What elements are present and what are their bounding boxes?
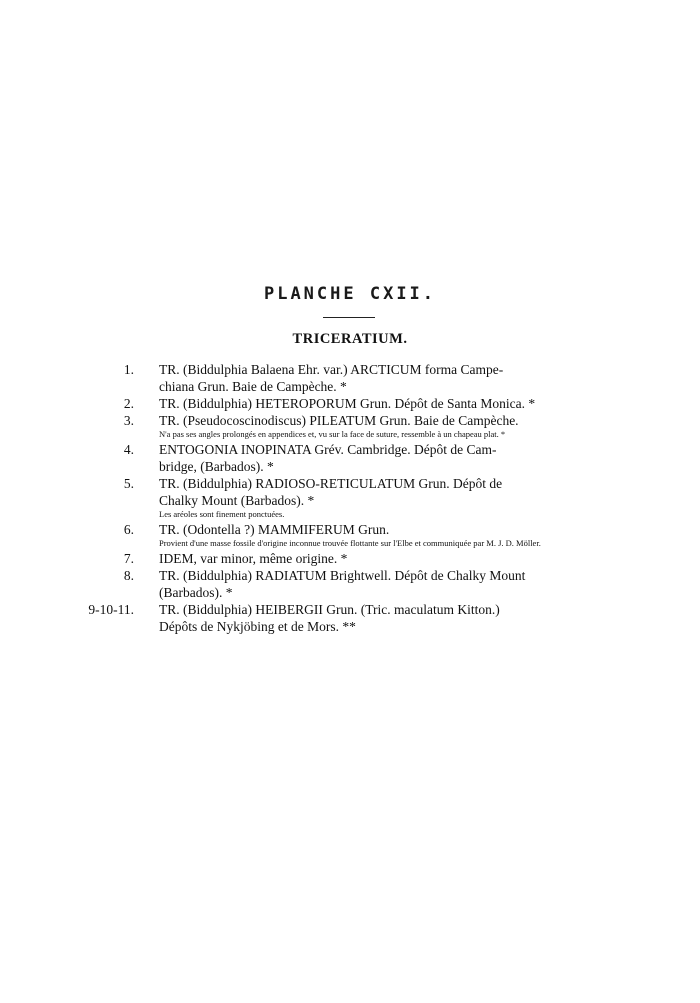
entry-number: 6. (123, 522, 134, 537)
entry-number: 2. (123, 396, 134, 411)
entry-note: N'a pas ses angles prolongés en appendices et, vu sur la face de suture, ressemble à un chapeau plat. * (159, 429, 506, 439)
entry-number: 7. (123, 551, 134, 566)
list-item (0, 475, 700, 520)
list-item (0, 521, 700, 549)
entry-number: 5. (123, 476, 134, 491)
entry-number: 4. (123, 442, 134, 457)
list-item (0, 441, 700, 475)
entry-text: TR. (Biddulphia) HEIBERGII Grun. (Tric. maculatum Kitton.) Dépôts de Nykjöbing et de Mors. ** (159, 602, 500, 634)
entry-note: Les aréoles sont finement ponctuées. (159, 509, 285, 519)
list-item (0, 567, 700, 601)
entry-text: TR. (Pseudocoscinodiscus) PILEATUM Grun. Baie de Campèche. (159, 413, 519, 428)
entry-number: 3. (123, 413, 134, 428)
entry-number: 1. (123, 362, 134, 377)
title-rule (323, 317, 375, 318)
entry-text: TR. (Biddulphia) RADIATUM Brightwell. Dépôt de Chalky Mount (Barbados). * (159, 568, 526, 600)
entry-text: ENTOGONIA INOPINATA Grév. Cambridge. Dépôt de Cam- bridge, (Barbados). * (159, 442, 497, 474)
list-item (0, 601, 700, 635)
entry-text: TR. (Biddulphia) RADIOSO-RETICULATUM Grun. Dépôt de Chalky Mount (Barbados). * (159, 476, 503, 508)
entry-list (0, 361, 700, 635)
entry-text: TR. (Biddulphia Balaena Ehr. var.) ARCTICUM forma Campe- chiana Grun. Baie de Campèche. * (159, 362, 504, 394)
plate-title: PLANCHE CXII. (263, 284, 437, 304)
entry-number: 9-10-11. (88, 602, 134, 617)
entry-text: TR. (Biddulphia) HETEROPORUM Grun. Dépôt de Santa Monica. * (159, 396, 536, 411)
entry-text: TR. (Odontella ?) MAMMIFERUM Grun. (159, 522, 390, 537)
entry-text: IDEM, var minor, même origine. * (159, 551, 348, 566)
entry-number: 8. (123, 568, 134, 583)
list-item (0, 361, 700, 395)
list-item (0, 395, 700, 412)
list-item (0, 550, 700, 567)
genus-heading: TRICERATIUM. (292, 331, 408, 347)
list-item (0, 412, 700, 440)
entry-note: Provient d'une masse fossile d'origine inconnue trouvée flottante sur l'Elbe et communiquée par M. J. D. Möller. (159, 538, 541, 548)
